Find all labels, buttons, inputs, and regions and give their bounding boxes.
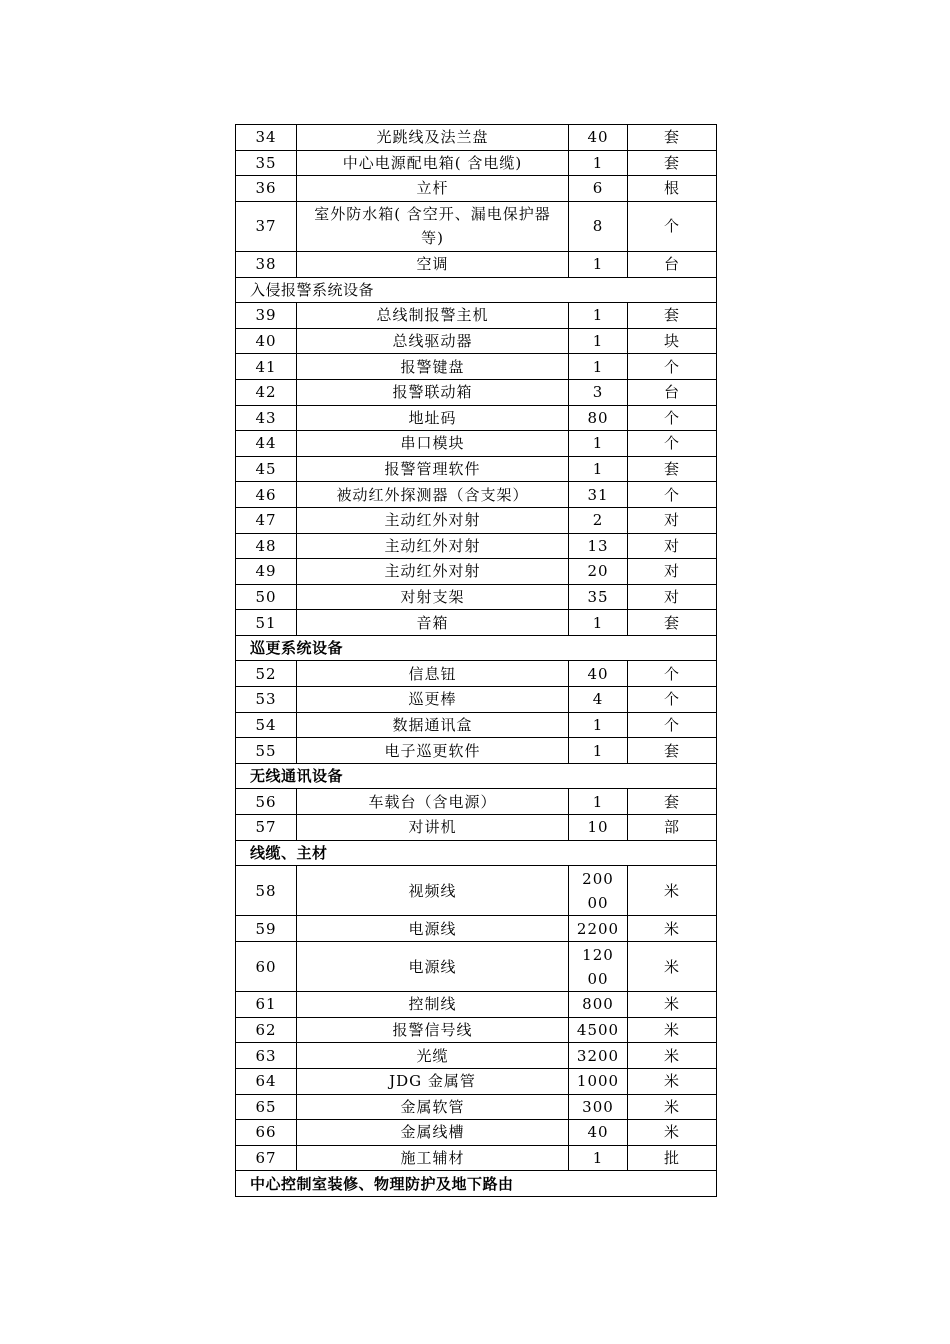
item-name-cell: 金属软管 [297,1094,569,1120]
item-number-cell: 51 [236,610,297,636]
section-header-row [236,635,717,661]
quantity-cell: 2 [569,507,628,533]
table-row [236,176,717,202]
section-header-row [236,840,717,866]
quantity-cell: 40 [569,125,628,151]
unit-cell: 米 [628,1094,717,1120]
quantity-cell: 1 [569,354,628,380]
quantity-cell: 1 [569,431,628,457]
item-number-cell: 54 [236,712,297,738]
unit-cell: 套 [628,738,717,764]
quantity-cell: 40 [569,661,628,687]
quantity-cell: 1000 [569,1068,628,1094]
unit-cell: 个 [628,687,717,713]
unit-cell: 米 [628,1068,717,1094]
item-number-cell: 63 [236,1043,297,1069]
item-name-cell: 立杆 [297,176,569,202]
table-row [236,125,717,151]
quantity-cell: 3 [569,379,628,405]
table-row [236,1094,717,1120]
item-name-cell: 报警信号线 [297,1017,569,1043]
item-number-cell: 44 [236,431,297,457]
unit-cell: 个 [628,712,717,738]
unit-cell: 台 [628,251,717,277]
item-number-cell: 38 [236,251,297,277]
item-name-cell: 主动红外对射 [297,533,569,559]
item-number-cell: 62 [236,1017,297,1043]
table-row [236,942,717,992]
quantity-cell: 1 [569,712,628,738]
item-name-cell: 报警键盘 [297,354,569,380]
table-row [236,456,717,482]
item-number-cell: 66 [236,1120,297,1146]
table-row [236,533,717,559]
table-row [236,251,717,277]
unit-cell: 套 [628,610,717,636]
table-row [236,379,717,405]
quantity-cell: 6 [569,176,628,202]
unit-cell: 米 [628,942,717,992]
item-number-cell: 67 [236,1145,297,1171]
item-name-cell: 报警联动箱 [297,379,569,405]
item-name-cell: 主动红外对射 [297,507,569,533]
item-number-cell: 56 [236,789,297,815]
quantity-cell: 4 [569,687,628,713]
quantity-cell: 1 [569,1145,628,1171]
table-row [236,201,717,251]
item-number-cell: 35 [236,150,297,176]
item-name-cell: 光跳线及法兰盘 [297,125,569,151]
item-number-cell: 41 [236,354,297,380]
table-row [236,1145,717,1171]
table-row [236,150,717,176]
unit-cell: 米 [628,1120,717,1146]
item-name-cell: 音箱 [297,610,569,636]
item-name-cell: 电源线 [297,916,569,942]
item-number-cell: 37 [236,201,297,251]
unit-cell: 部 [628,815,717,841]
table-row [236,789,717,815]
table-row [236,482,717,508]
table-row [236,405,717,431]
item-number-cell: 47 [236,507,297,533]
unit-cell: 套 [628,789,717,815]
unit-cell: 台 [628,379,717,405]
item-number-cell: 64 [236,1068,297,1094]
quantity-cell: 4500 [569,1017,628,1043]
item-name-cell: 串口模块 [297,431,569,457]
unit-cell: 个 [628,201,717,251]
unit-cell: 对 [628,533,717,559]
table-row [236,1120,717,1146]
unit-cell: 对 [628,584,717,610]
unit-cell: 个 [628,431,717,457]
item-name-cell: 金属线槽 [297,1120,569,1146]
section-header-row [236,277,717,303]
unit-cell: 套 [628,125,717,151]
table-row [236,712,717,738]
item-name-cell: 被动红外探测器（含支架） [297,482,569,508]
item-name-cell: 视频线 [297,866,569,916]
table-row [236,610,717,636]
item-name-cell: 主动红外对射 [297,559,569,585]
quantity-cell: 1 [569,303,628,329]
item-number-cell: 36 [236,176,297,202]
unit-cell: 套 [628,303,717,329]
table-row [236,431,717,457]
equipment-table-body [236,125,717,1197]
item-number-cell: 45 [236,456,297,482]
unit-cell: 个 [628,405,717,431]
quantity-cell: 2200 [569,916,628,942]
quantity-cell: 10 [569,815,628,841]
item-name-cell: 施工辅材 [297,1145,569,1171]
unit-cell: 个 [628,661,717,687]
item-number-cell: 58 [236,866,297,916]
table-row [236,1068,717,1094]
item-number-cell: 50 [236,584,297,610]
quantity-cell: 1 [569,251,628,277]
item-number-cell: 57 [236,815,297,841]
section-title: 无线通讯设备 [236,763,717,789]
item-number-cell: 59 [236,916,297,942]
item-name-cell: 中心电源配电箱( 含电缆) [297,150,569,176]
quantity-cell: 40 [569,1120,628,1146]
item-name-cell: 控制线 [297,992,569,1018]
item-number-cell: 60 [236,942,297,992]
quantity-cell: 35 [569,584,628,610]
unit-cell: 套 [628,456,717,482]
table-row [236,815,717,841]
item-number-cell: 42 [236,379,297,405]
quantity-cell: 1 [569,150,628,176]
item-number-cell: 46 [236,482,297,508]
quantity-cell: 3200 [569,1043,628,1069]
item-name-cell: 总线制报警主机 [297,303,569,329]
unit-cell: 对 [628,559,717,585]
table-row [236,738,717,764]
section-title: 中心控制室装修、物理防护及地下路由 [236,1171,717,1197]
item-name-cell: 光缆 [297,1043,569,1069]
table-row [236,661,717,687]
section-header-row [236,763,717,789]
unit-cell: 套 [628,150,717,176]
item-name-cell: 空调 [297,251,569,277]
table-row [236,687,717,713]
table-row [236,559,717,585]
item-number-cell: 40 [236,328,297,354]
item-number-cell: 39 [236,303,297,329]
item-number-cell: 34 [236,125,297,151]
equipment-table [235,124,717,1197]
section-title: 线缆、主材 [236,840,717,866]
quantity-cell: 20 [569,559,628,585]
section-title: 入侵报警系统设备 [236,277,717,303]
item-name-cell: 对射支架 [297,584,569,610]
section-title: 巡更系统设备 [236,635,717,661]
quantity-cell: 1 [569,456,628,482]
table-row [236,354,717,380]
quantity-cell: 12000 [569,942,628,992]
table-row [236,303,717,329]
item-name-cell: 报警管理软件 [297,456,569,482]
item-name-cell: 数据通讯盒 [297,712,569,738]
table-row [236,328,717,354]
item-name-cell: 地址码 [297,405,569,431]
table-row [236,916,717,942]
item-name-cell: 巡更棒 [297,687,569,713]
quantity-cell: 1 [569,610,628,636]
quantity-cell: 80 [569,405,628,431]
quantity-cell: 31 [569,482,628,508]
quantity-cell: 1 [569,738,628,764]
item-number-cell: 61 [236,992,297,1018]
quantity-cell: 300 [569,1094,628,1120]
item-name-cell: 电子巡更软件 [297,738,569,764]
table-row [236,1043,717,1069]
table-row [236,866,717,916]
item-number-cell: 55 [236,738,297,764]
table-row [236,992,717,1018]
item-number-cell: 52 [236,661,297,687]
quantity-cell: 13 [569,533,628,559]
table-row [236,584,717,610]
section-header-row [236,1171,717,1197]
item-name-cell: 电源线 [297,942,569,992]
item-name-cell: JDG 金属管 [297,1068,569,1094]
unit-cell: 根 [628,176,717,202]
quantity-cell: 1 [569,789,628,815]
quantity-cell: 1 [569,328,628,354]
item-name-cell: 总线驱动器 [297,328,569,354]
unit-cell: 米 [628,866,717,916]
item-number-cell: 48 [236,533,297,559]
item-name-cell: 室外防水箱( 含空开、漏电保护器等) [297,201,569,251]
unit-cell: 个 [628,482,717,508]
item-name-cell: 对讲机 [297,815,569,841]
item-name-cell: 信息钮 [297,661,569,687]
item-name-cell: 车载台（含电源） [297,789,569,815]
unit-cell: 批 [628,1145,717,1171]
unit-cell: 个 [628,354,717,380]
item-number-cell: 49 [236,559,297,585]
unit-cell: 米 [628,1043,717,1069]
unit-cell: 米 [628,1017,717,1043]
unit-cell: 块 [628,328,717,354]
unit-cell: 米 [628,916,717,942]
quantity-cell: 8 [569,201,628,251]
item-number-cell: 65 [236,1094,297,1120]
table-row [236,507,717,533]
unit-cell: 对 [628,507,717,533]
item-number-cell: 53 [236,687,297,713]
item-number-cell: 43 [236,405,297,431]
quantity-cell: 20000 [569,866,628,916]
unit-cell: 米 [628,992,717,1018]
quantity-cell: 800 [569,992,628,1018]
table-row [236,1017,717,1043]
